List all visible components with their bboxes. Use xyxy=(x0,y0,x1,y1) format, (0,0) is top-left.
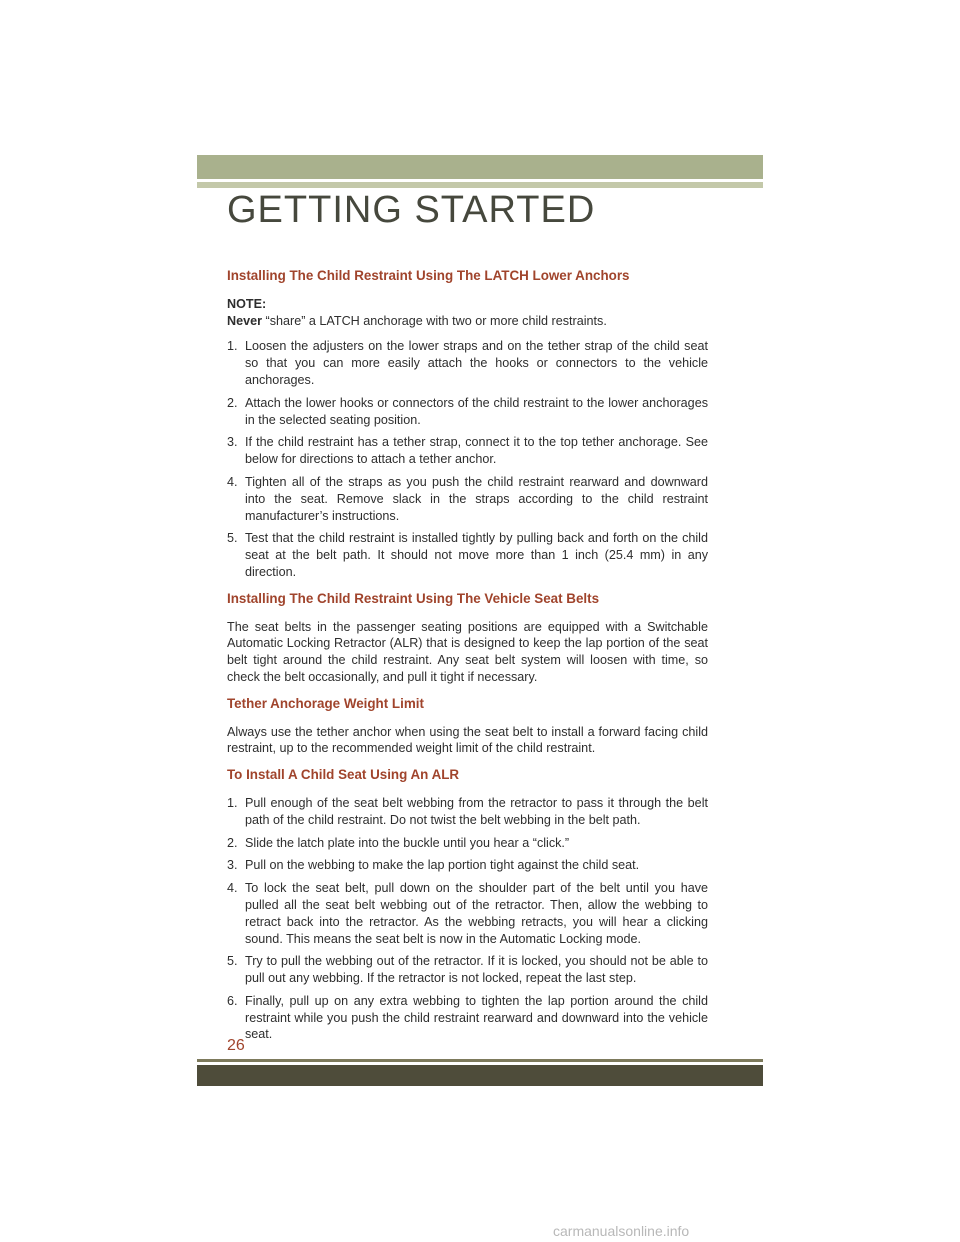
heading-seatbelts: Installing The Child Restraint Using The Vehicle Seat Belts xyxy=(227,590,600,606)
heading-tether: Tether Anchorage Weight Limit xyxy=(227,695,424,711)
heading-alr: To Install A Child Seat Using An ALR xyxy=(227,767,460,783)
list-item: 5. Test that the child restraint is installed tightly by pulling back and forth on the child seat at the belt path. It should not move more than 1 inch (25.4 mm) in any direction. xyxy=(227,531,708,579)
list-item: 3. If the child restraint has a tether strap, connect it to the top tether anchorage. See below for directions to attach a tether anchor. xyxy=(227,435,708,467)
list-item: 6. Finally, pull up on any extra webbing to tighten the lap portion around the child restraint while you push the child restraint rearward and downward into the vehicle seat. xyxy=(227,993,708,1042)
footer-band xyxy=(197,1065,763,1086)
section-title: GETTING STARTED xyxy=(227,189,596,231)
note-body: “share” a LATCH anchorage with two or more child restraints. xyxy=(262,313,607,328)
header-band-thin xyxy=(197,182,763,188)
list-item: 2. Slide the latch plate into the buckle until you hear a “click.” xyxy=(227,835,570,850)
note-text xyxy=(227,313,708,330)
note-label: NOTE: xyxy=(227,296,267,311)
page-content xyxy=(227,268,708,1053)
latch-steps xyxy=(227,338,708,580)
header-band xyxy=(197,155,763,179)
list-item: 3. Pull on the webbing to make the lap portion tight against the child seat. xyxy=(227,858,640,873)
heading-latch: Installing The Child Restraint Using The LATCH Lower Anchors xyxy=(227,268,630,283)
tether-text: Always use the tether anchor when using the seat belt to install a forward facing child restraint, up to the recommended weight limit of the child restraint. xyxy=(227,724,708,756)
list-item: 1. Pull enough of the seat belt webbing from the retractor to pass it through the belt path of the child restraint. Do not twist the belt webbing in the belt path. xyxy=(227,795,708,827)
seatbelts-text: The seat belts in the passenger seating positions are equipped with a Switchable Automatic Locking Retractor (ALR) that is designed to keep the lap portion of the seat belt tight around the child restraint. Any seat belt system will loosen with time, so check the belt occasionally, and pull it tight if necessary. xyxy=(227,619,708,684)
list-item: 4. Tighten all of the straps as you push the child restraint rearward and downward into the seat. Remove slack in the straps according to the child restraint manufacturer’s instructions. xyxy=(227,474,708,523)
list-item: 4. To lock the seat belt, pull down on the shoulder part of the belt until you have pulled all the seat belt webbing out of the retractor. Then, allow the webbing to retract back into the retractor. As the webbing retracts, you will hear a clicking sound. This means the seat belt is now in the Automatic Locking mode. xyxy=(227,881,708,946)
note-bold: Never xyxy=(227,313,263,328)
page-number: 26 xyxy=(227,1037,245,1054)
list-item: 2. Attach the lower hooks or connectors of the child restraint to the lower anchorages in the selected seating position. xyxy=(227,395,708,427)
watermark: carmanualsonline.info xyxy=(553,1223,690,1239)
list-item: 5. Try to pull the webbing out of the retractor. If it is locked, you should not be able to pull out any webbing. If the retractor is not locked, repeat the last step. xyxy=(227,954,708,986)
footer-line xyxy=(197,1059,763,1062)
alr-steps xyxy=(227,795,708,1043)
list-item: 1. Loosen the adjusters on the lower straps and on the tether strap of the child seat so that you can more easily attach the hooks or connectors to the vehicle anchorages. xyxy=(227,339,708,387)
